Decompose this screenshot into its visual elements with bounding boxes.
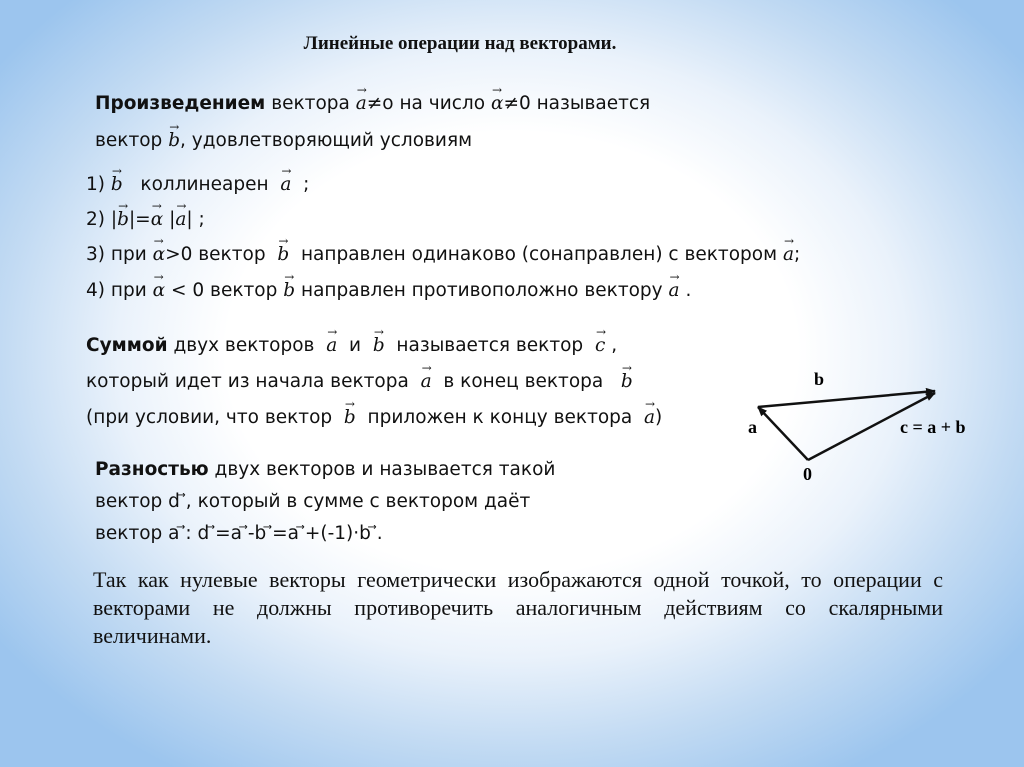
text: ≠о на число xyxy=(366,93,486,114)
text: двух векторов xyxy=(173,335,315,356)
vector-a: → a xyxy=(421,373,432,392)
text: (при условии, что вектор xyxy=(86,407,333,428)
diagram-label-b: b xyxy=(814,369,825,389)
sum-definition-line2 xyxy=(86,373,633,392)
alpha-symbol: → α xyxy=(153,246,166,265)
vector-b: → b xyxy=(621,373,633,392)
text: коллинеарен xyxy=(140,174,269,195)
difference-line3: вектор a ⃗: d ⃗=a ⃗-b ⃗=a ⃗+(-1)·b ⃗. xyxy=(95,523,383,544)
text: 3) при xyxy=(86,244,147,265)
text: двух векторов и называется такой xyxy=(214,459,556,480)
vector-a: → a xyxy=(644,409,655,428)
product-term: Произведением xyxy=(95,93,266,114)
text: приложен к концу вектора xyxy=(367,407,633,428)
text: в конец вектора xyxy=(443,371,604,392)
zero-vectors-paragraph: Так как нулевые векторы геометрически изображаются одной точкой, то операции с векторами не должны противоречить аналогичным действиям со скалярными величинами. xyxy=(93,567,943,648)
vector-b: → b xyxy=(168,132,180,151)
text: направлен противоположно вектору xyxy=(300,280,663,301)
text: называется вектор xyxy=(396,335,584,356)
diagram-label-origin: 0 xyxy=(803,464,812,484)
alpha-symbol: → α xyxy=(491,95,504,114)
vector-b: → b xyxy=(277,246,289,265)
condition-4 xyxy=(86,282,691,301)
vector-b: → b xyxy=(373,337,385,356)
text: ; xyxy=(793,244,801,265)
page-title: Линейные операции над векторами. xyxy=(303,33,617,54)
text: 1) xyxy=(86,174,105,195)
condition-3 xyxy=(86,246,800,265)
difference-term: Разностью xyxy=(95,459,209,480)
condition-1 xyxy=(86,176,309,195)
text: | xyxy=(169,209,176,230)
text: . xyxy=(685,280,692,301)
vector-b-arrow xyxy=(758,391,935,407)
vector-a: → a xyxy=(669,282,680,301)
diagram-label-a: a xyxy=(748,417,757,437)
alpha-symbol: → α xyxy=(153,282,166,301)
text: ; xyxy=(303,174,310,195)
vector-a-arrow xyxy=(758,407,808,460)
text: который идет из начала вектора xyxy=(86,371,409,392)
text: ) xyxy=(655,407,663,428)
text: >0 вектор xyxy=(165,244,266,265)
text: , удовлетворяющий условиям xyxy=(180,130,473,151)
product-definition-line1 xyxy=(95,95,650,114)
text: < 0 вектор xyxy=(171,280,278,301)
vector-b: → b xyxy=(283,282,295,301)
product-definition-line2 xyxy=(95,132,472,151)
vector-b: → b xyxy=(344,409,356,428)
vector-a: → a xyxy=(175,211,186,230)
difference-line2: вектор d ⃗, который в сумме с вектором даёт xyxy=(95,491,531,512)
sum-term: Суммой xyxy=(86,335,168,356)
text: вектора xyxy=(271,93,350,114)
text: 2) | xyxy=(86,209,118,230)
vector-b: → b xyxy=(117,211,129,230)
text: | ; xyxy=(186,209,205,230)
vector-c: → c xyxy=(595,337,605,356)
difference-line1 xyxy=(95,461,555,480)
vector-a: → a xyxy=(326,337,337,356)
sum-definition-line3 xyxy=(86,409,662,428)
text: направлен одинаково (сонаправлен) с вектором xyxy=(300,244,778,265)
vector-sum-diagram xyxy=(740,355,990,495)
vector-a: → a xyxy=(783,246,794,265)
vector-b: → b xyxy=(111,176,123,195)
sum-definition-line1 xyxy=(86,337,617,356)
diagram-label-sum: c = a + b xyxy=(900,417,966,437)
text: ≠0 называется xyxy=(503,93,651,114)
text: 4) при xyxy=(86,280,147,301)
alpha-symbol: → α xyxy=(151,211,164,230)
vector-a: → a xyxy=(280,176,291,195)
condition-2 xyxy=(86,211,205,230)
vector-a: → a xyxy=(356,95,367,114)
text: , xyxy=(611,335,618,356)
text: |= xyxy=(128,209,151,230)
text: вектор xyxy=(95,130,163,151)
text: и xyxy=(349,335,362,356)
